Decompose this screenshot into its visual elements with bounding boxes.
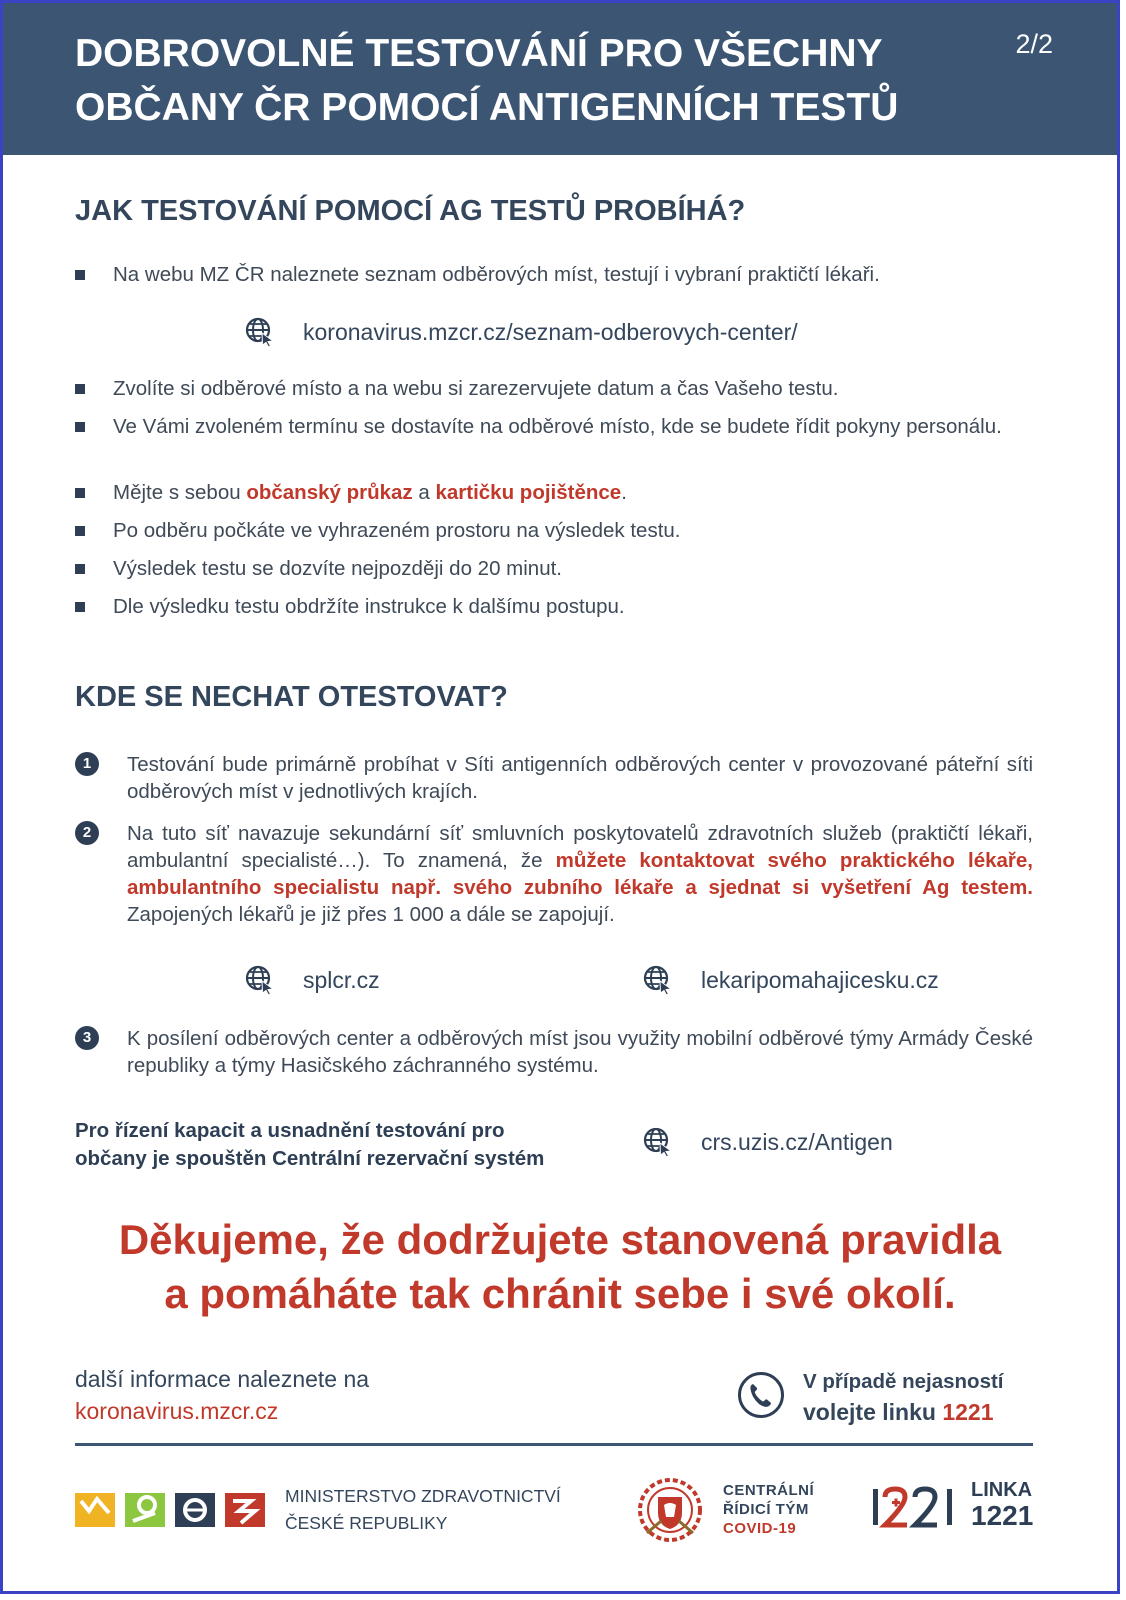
item-text [127, 820, 1033, 928]
number-badge: 3 [75, 1026, 99, 1050]
bullet-text: Po odběru počkáte ve vyhrazeném prostoru na výsledek testu. [113, 519, 681, 542]
header-banner [3, 3, 1117, 155]
page-title [75, 27, 935, 135]
more-info-label: další informace naleznete na [75, 1366, 370, 1392]
globe-icon [245, 965, 275, 995]
bullet-square [75, 564, 85, 574]
ministry-name [285, 1483, 561, 1537]
phone-icon [737, 1371, 785, 1419]
ministry-line-1: MINISTERSTVO ZDRAVOTNICTVÍ [285, 1486, 561, 1506]
bullet-text: Zvolíte si odběrové místo a na webu si zarezervujete datum a čas Vašeho testu. [113, 377, 839, 400]
linka-word: LINKA [971, 1479, 1033, 1501]
bullet-square [75, 488, 85, 498]
hotline-prefix: volejte linku [803, 1399, 943, 1425]
number-badge: 2 [75, 821, 99, 845]
section-heading-where: KDE SE NECHAT OTESTOVAT? [75, 681, 508, 713]
crt-emblem-icon [633, 1473, 707, 1547]
text-run: Na tuto síť navazuje sekundární síť smluvních poskytovatelů zdravotních služeb (praktičtí lékaři, ambulantní specialisté…). To znamená, že [127, 822, 1033, 872]
linka-number: 1221 [971, 1500, 1034, 1531]
hotline-info [803, 1367, 1004, 1429]
link-lekaripomahajicesku[interactable] [643, 965, 939, 995]
ministry-logo-icon [75, 1487, 271, 1529]
bullet-square [75, 602, 85, 612]
text-run: Mějte s sebou [113, 481, 247, 504]
bullet-square [75, 526, 85, 536]
link-text[interactable]: lekaripomahajicesku.cz [701, 966, 939, 993]
hotline-number: 1221 [942, 1399, 994, 1425]
crs-description [75, 1117, 615, 1173]
crt-line-1: CENTRÁLNÍ [723, 1482, 815, 1499]
crt-name [723, 1481, 814, 1538]
text-run: Zapojených lékařů je již přes 1 000 a dále se zapojují. [127, 903, 615, 926]
thanks-line-1: Děkujeme, že dodržujete stanovená pravidla [118, 1216, 1002, 1263]
linka-label [971, 1479, 1033, 1531]
ministry-line-2: ČESKÉ REPUBLIKY [285, 1513, 448, 1533]
highlight-insurance-card: kartičku pojištěnce [435, 481, 622, 504]
crt-line-2: ŘÍDICÍ TÝM [723, 1501, 809, 1518]
more-info-link[interactable]: koronavirus.mzcr.cz [75, 1398, 279, 1424]
crs-line-2: občany je spouštěn Centrální rezervační systém [75, 1147, 545, 1170]
globe-icon [643, 1127, 673, 1157]
number-badge: 1 [75, 752, 99, 776]
bullet-text: Výsledek testu se dozvíte nejpozději do 20 minut. [113, 557, 562, 580]
bullet-text: Dle výsledku testu obdržíte instrukce k dalšímu postupu. [113, 595, 625, 618]
thank-you-message [3, 1213, 1117, 1321]
footer-divider [75, 1443, 1033, 1446]
text-run: a [412, 481, 436, 504]
link-text[interactable]: crs.uzis.cz/Antigen [701, 1128, 893, 1155]
thanks-line-2: a pomáháte tak chránit sebe i své okolí. [164, 1270, 956, 1317]
link-text[interactable]: koronavirus.mzcr.cz/seznam-odberovych-center/ [303, 318, 798, 345]
bullet-square [75, 422, 85, 432]
title-line-1: DOBROVOLNÉ TESTOVÁNÍ PRO VŠECHNY [75, 32, 883, 75]
highlight-contact-doctor: můžete kontaktovat svého praktického lékaře, ambulantního specialistu např. svého zubního lékaře a sjednat si vyšetření Ag testem. [127, 849, 1033, 899]
bullet-text: Na webu MZ ČR naleznete seznam odběrových míst, testují i vybraní praktičtí lékaři. [113, 263, 880, 286]
hotline-line-1: V případě nejasností [803, 1370, 1004, 1393]
title-line-2: OBČANY ČR POMOCÍ ANTIGENNÍCH TESTŮ [75, 86, 899, 129]
link-seznam-center[interactable] [245, 317, 798, 347]
link-crs-antigen[interactable] [643, 1127, 893, 1157]
bullet-text [113, 479, 1033, 506]
item-text: Testování bude primárně probíhat v Síti antigenních odběrových center v provozované páteřní síti odběrových míst v jednotlivých krajích. [127, 753, 1033, 803]
section-heading-how: JAK TESTOVÁNÍ POMOCÍ AG TESTŮ PROBÍHÁ? [75, 195, 746, 227]
globe-icon [245, 317, 275, 347]
text-run: . [621, 481, 627, 504]
more-info [75, 1363, 369, 1427]
hotline-line-2 [803, 1399, 994, 1425]
bullet-square [75, 270, 85, 280]
crt-line-3: COVID-19 [723, 1520, 797, 1537]
globe-icon [643, 965, 673, 995]
bullet-square [75, 384, 85, 394]
link-splcr[interactable] [245, 965, 380, 995]
page-number: 2/2 [1015, 29, 1053, 59]
linka-1221-logo-icon [871, 1483, 957, 1531]
link-text[interactable]: splcr.cz [303, 966, 380, 993]
highlight-id-card: občanský průkaz [246, 481, 413, 504]
bullet-text: Ve Vámi zvoleném termínu se dostavíte na odběrové místo, kde se budete řídit pokyny personálu. [113, 415, 1002, 438]
crs-line-1: Pro řízení kapacit a usnadnění testování pro [75, 1119, 505, 1142]
item-text: K posílení odběrových center a odběrových míst jsou využity mobilní odběrové týmy Armády České republiky a týmy Hasičského záchranného systému. [127, 1027, 1033, 1077]
